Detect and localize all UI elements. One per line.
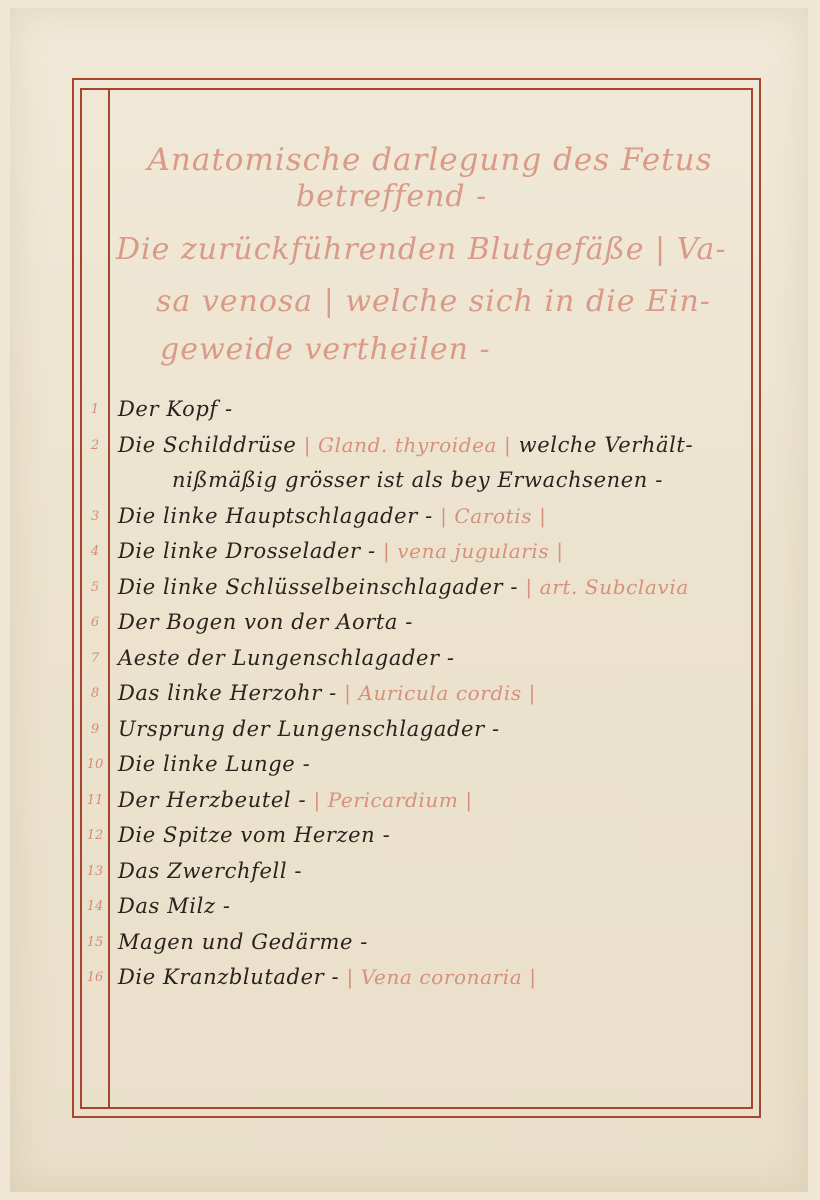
item-text (118, 960, 537, 996)
heading-line-3: Die zurückführenden Blutgefäße | Va- (116, 232, 727, 267)
item-number: 14 (86, 899, 104, 914)
list-item (84, 783, 754, 819)
item-text (118, 854, 302, 890)
list-item (84, 392, 754, 428)
list-item (84, 499, 754, 535)
item-text (118, 570, 689, 606)
list-item (84, 747, 754, 783)
item-text (118, 428, 693, 464)
item-german-text: Das Milz - (118, 894, 231, 918)
list-item (84, 428, 754, 464)
item-number: 7 (90, 650, 100, 666)
list-item (84, 889, 754, 925)
item-german-text: Die Kranzblutader - (118, 965, 340, 989)
item-text (118, 392, 233, 428)
item-latin-term: | vena jugularis | (382, 539, 564, 563)
item-number: 6 (90, 615, 100, 630)
item-number: 12 (86, 828, 104, 843)
item-latin-term: | Vena coronaria | (346, 965, 537, 989)
item-german-text: Magen und Gedärme - (118, 929, 368, 954)
item-text (118, 534, 564, 570)
list-item (84, 818, 754, 854)
item-text (118, 605, 413, 641)
item-number: 1 (90, 402, 100, 417)
list-item (84, 534, 754, 570)
item-german-text: Die Schilddrüse (118, 432, 297, 457)
item-text (118, 889, 231, 925)
entry-list (84, 392, 754, 996)
item-german-text: Der Bogen von der Aorta - (118, 610, 413, 634)
list-item (84, 960, 754, 996)
list-item (84, 570, 754, 606)
heading (116, 140, 744, 372)
item-number: 8 (90, 686, 100, 701)
list-item (84, 676, 754, 712)
item-number: 15 (86, 934, 104, 950)
item-text (118, 499, 546, 535)
item-trailing-text: welche Verhält- (518, 432, 694, 457)
list-item (84, 641, 754, 677)
list-item-continuation (84, 463, 754, 499)
list-item (84, 854, 754, 890)
item-number: 11 (86, 792, 104, 808)
item-latin-term: | Carotis | (440, 503, 547, 528)
list-item (84, 925, 754, 961)
item-text (118, 641, 455, 677)
item-german-text: Die linke Schlüsselbeinschlagader - (118, 574, 519, 599)
item-latin-term: | Pericardium | (313, 787, 473, 812)
heading-line-5: geweide vertheilen - (160, 332, 491, 367)
item-german-text: Die Spitze vom Herzen - (118, 823, 391, 847)
item-number: 5 (90, 579, 100, 595)
heading-line-1: Anatomische darlegung des Fetus (147, 142, 713, 178)
list-item (84, 712, 754, 748)
item-text (118, 818, 390, 854)
item-text (118, 925, 368, 961)
item-text (118, 783, 473, 819)
item-number: 2 (90, 437, 100, 453)
item-number: 16 (86, 970, 104, 985)
item-latin-term: | Gland. thyroidea | (303, 432, 512, 457)
item-german-text: Die linke Lunge - (118, 752, 311, 776)
item-continuation-text: nißmäßig grösser ist als bey Erwachsenen - (172, 468, 663, 492)
item-text (118, 676, 536, 712)
heading-line-4: sa venosa | welche sich in die Ein- (156, 284, 711, 319)
item-number: 9 (90, 721, 100, 737)
item-latin-term: | Auricula cordis | (344, 681, 537, 705)
list-item (84, 605, 754, 641)
item-number: 3 (90, 508, 100, 524)
item-german-text: Die linke Drosselader - (118, 539, 376, 563)
item-latin-term: | art. Subclavia (525, 574, 689, 599)
item-number: 13 (86, 863, 104, 879)
item-text (118, 712, 500, 748)
item-german-text: Der Kopf - (118, 397, 233, 421)
item-number: 10 (86, 757, 104, 772)
item-german-text: Die linke Hauptschlagader - (118, 503, 433, 528)
item-german-text: Aeste der Lungenschlagader - (118, 645, 455, 670)
item-number: 4 (90, 544, 100, 559)
item-german-text: Das Zwerchfell - (118, 858, 303, 883)
item-text (118, 747, 310, 783)
heading-line-2: betreffend - (296, 179, 488, 214)
item-german-text: Das linke Herzohr - (118, 681, 337, 705)
item-german-text: Ursprung der Lungenschlagader - (118, 716, 500, 741)
item-german-text: Der Herzbeutel - (118, 787, 307, 812)
